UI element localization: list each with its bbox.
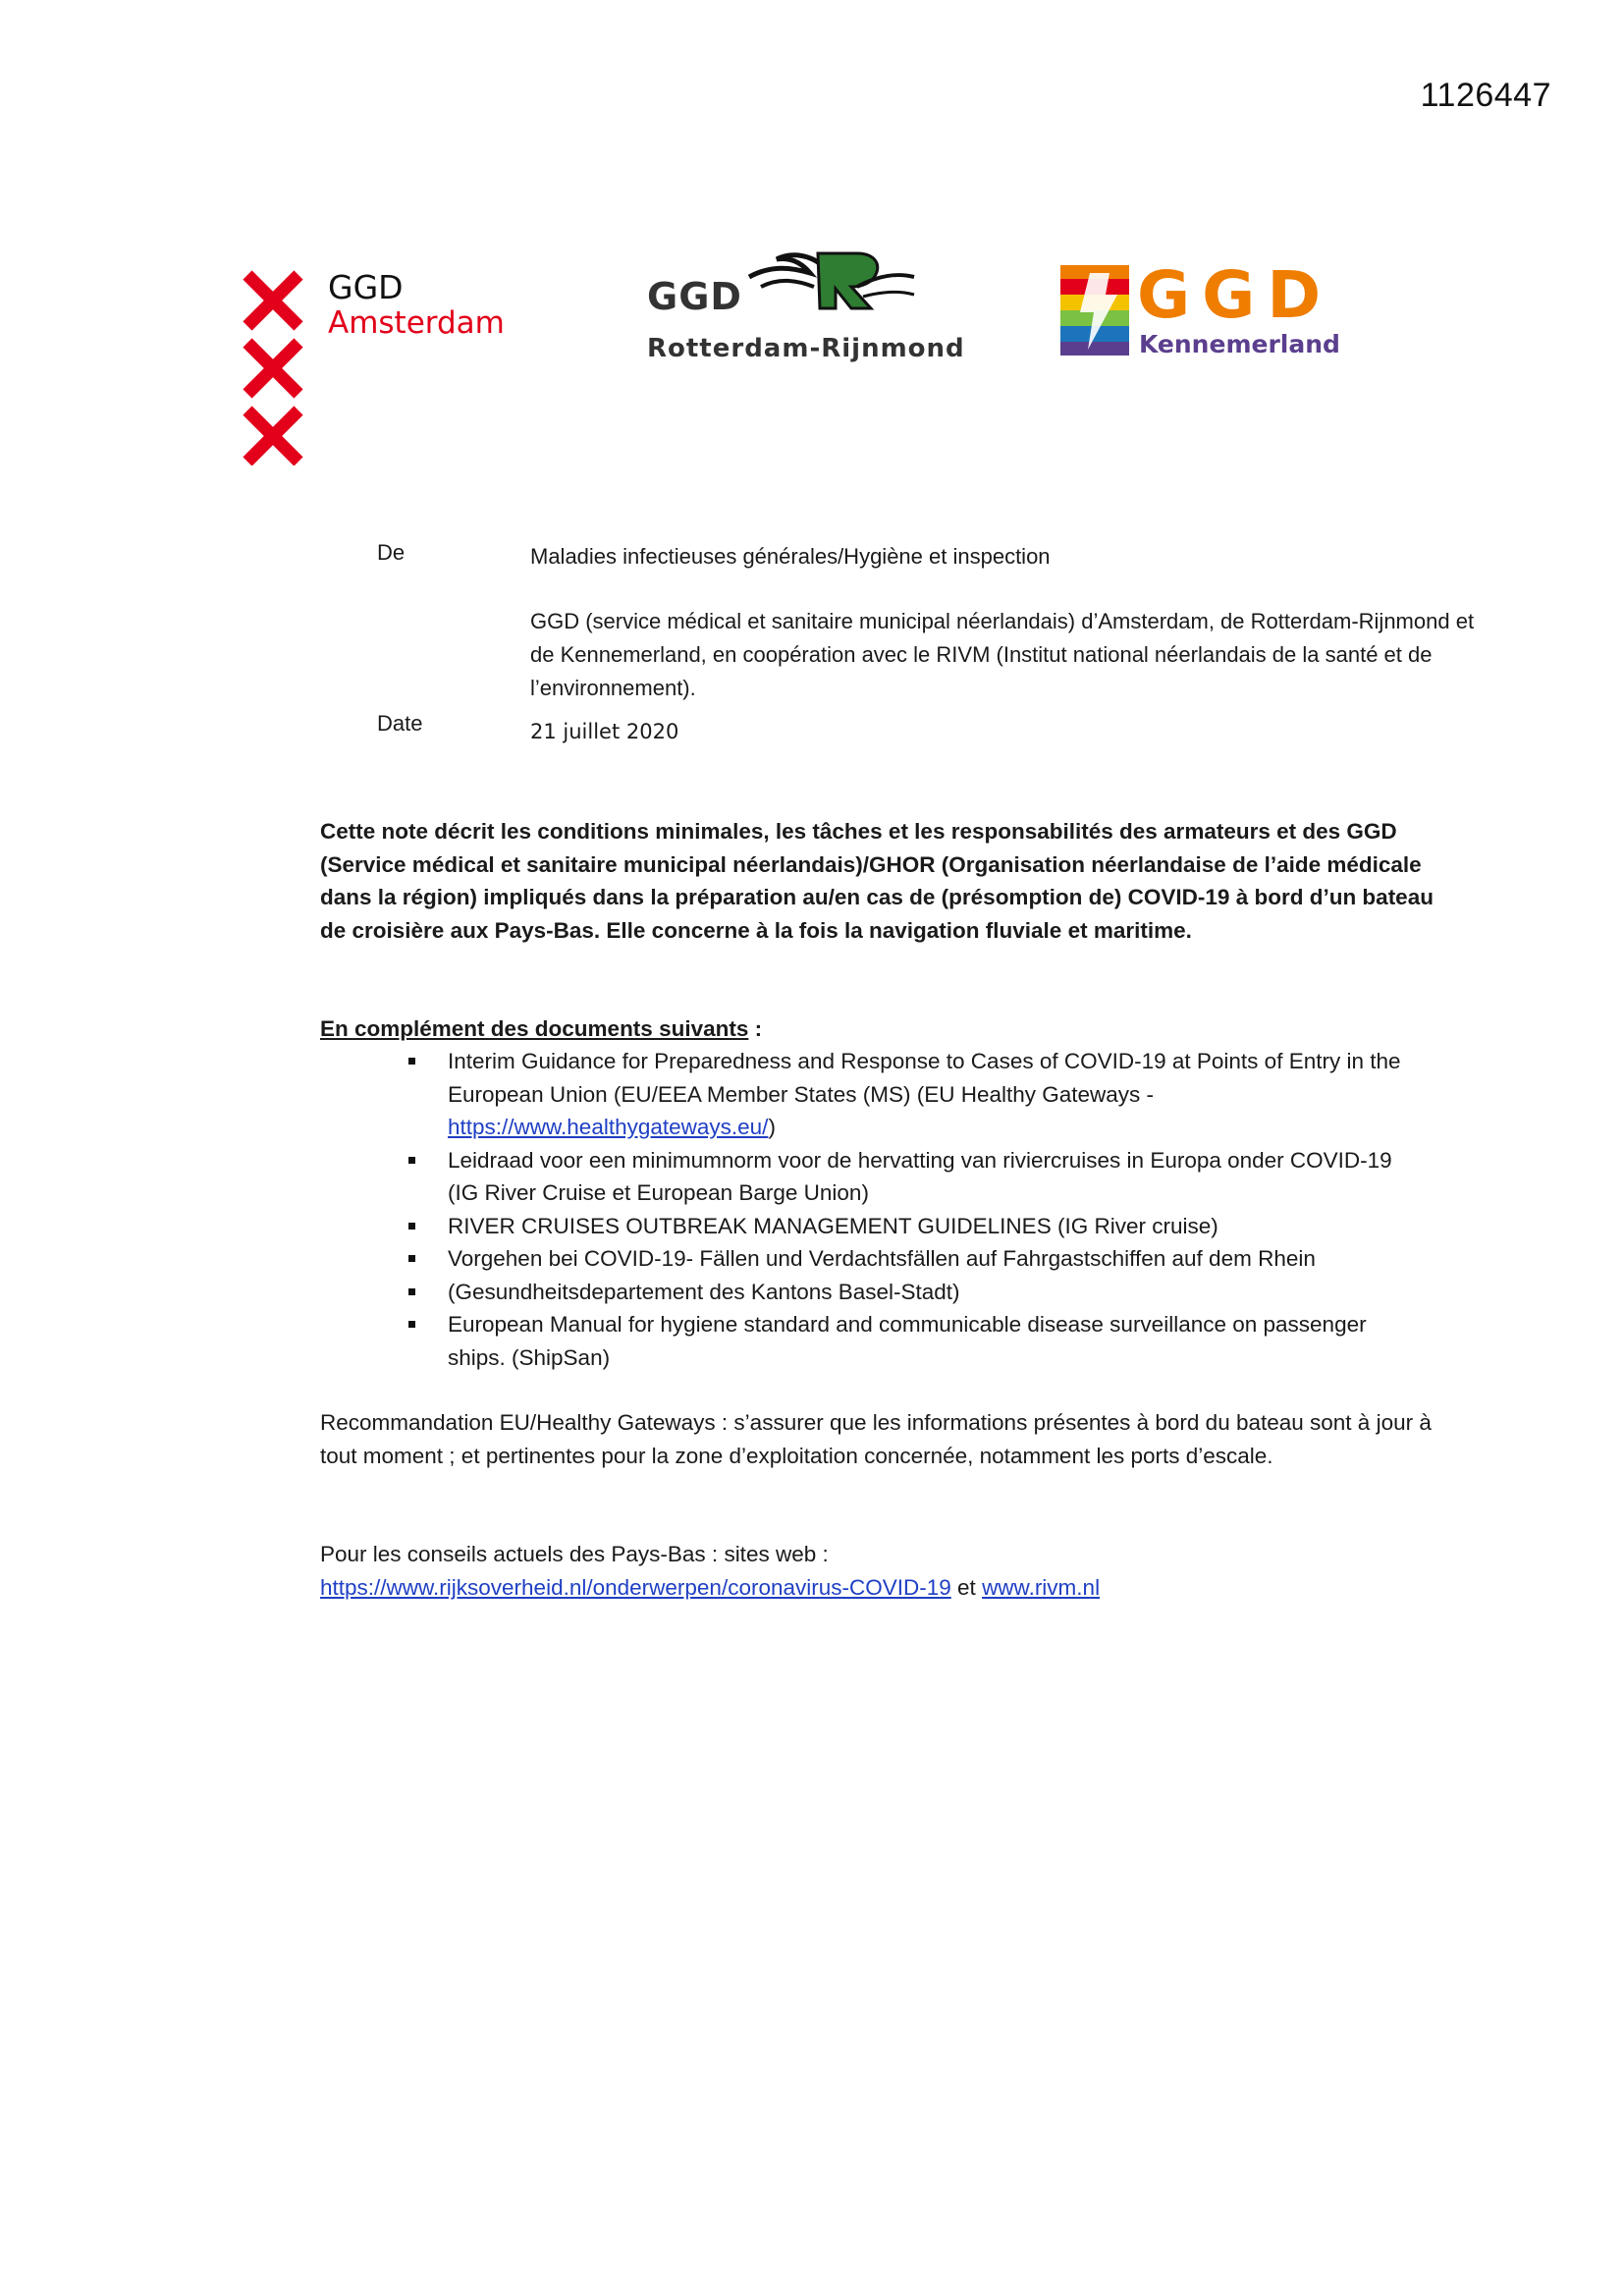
amsterdam-crosses-icon xyxy=(242,267,304,465)
from-organisations: GGD (service médical et sanitaire municipal néerlandais) d’Amsterdam, de Rotterdam-Rijnmond et de Kennemerland, en coopération avec le RIVM (Institut national néerlandais de la santé et de l’environnement). xyxy=(530,609,1475,700)
amsterdam-logo-ggd: GGD xyxy=(328,268,404,306)
rotterdam-r-mark-icon xyxy=(741,247,918,316)
ggd-kennemerland-logo xyxy=(1060,257,1355,363)
from-label: De xyxy=(377,540,406,565)
advice-connector: et xyxy=(950,1574,983,1600)
list-item xyxy=(405,1276,1426,1309)
list-item-suffix: ) xyxy=(768,1115,776,1139)
rotterdam-logo-ggd: GGD xyxy=(647,275,742,318)
complement-heading xyxy=(320,1012,1439,1046)
ggd-amsterdam-logo xyxy=(242,267,536,473)
intro-paragraph: Cette note décrit les conditions minimales, les tâches et les responsabilités des armateurs et des GGD (Service médical et sanitaire municipal néerlandais)/GHOR (Organisation néerlandaise de l’aide médicale dans la région) impliqués dans la préparation au/en cas de (présomption de) COVID-19 à bord d’un bateau de croisière aux Pays-Bas. Elle concerne à la fois la navigation fluviale et maritime. xyxy=(320,819,1434,943)
healthy-gateways-link[interactable]: https://www.healthygateways.eu/ xyxy=(448,1115,769,1139)
complement-heading-suffix: : xyxy=(748,1016,763,1041)
advice-intro: Pour les conseils actuels des Pays-Bas : sites web : xyxy=(320,1542,829,1566)
recommendation-paragraph: Recommandation EU/Healthy Gateways : s’assurer que les informations présentes à bord du bateau sont à jour à tout moment ; et pertinentes pour la zone d’exploitation concernée, notamment les ports d’escale. xyxy=(320,1410,1432,1468)
rotterdam-logo-region: Rotterdam-Rijnmond xyxy=(647,334,965,363)
rijksoverheid-link[interactable]: https://www.rijksoverheid.nl/onderwerpen/coronavirus-COVID-19 xyxy=(320,1574,951,1600)
list-item-text: RIVER CRUISES OUTBREAK MANAGEMENT GUIDELINES (IG River cruise) xyxy=(448,1213,1218,1238)
date-value: 21 juillet 2020 xyxy=(530,720,679,743)
list-item xyxy=(405,1210,1426,1243)
from-department: Maladies infectieuses générales/Hygiène et inspection xyxy=(530,544,1051,569)
rivm-link[interactable]: www.rivm.nl xyxy=(982,1574,1101,1600)
ggd-rotterdam-logo xyxy=(643,247,965,375)
kennemerland-logo-ggd: GGD xyxy=(1137,257,1333,333)
date-label: Date xyxy=(377,711,423,736)
list-item-text: Leidraad voor een minimumnorm voor de hervatting van riviercruises in Europa onder COVID-19 (IG River Cruise et European Barge Union) xyxy=(448,1147,1392,1205)
document-id: 1126447 xyxy=(1420,77,1551,114)
list-item-text: Vorgehen bei COVID-19- Fällen und Verdachtsfällen auf Fahrgastschiffen auf dem Rhein xyxy=(448,1246,1316,1271)
list-item-text: European Manual for hygiene standard and communicable disease surveillance on passenger ships. (ShipSan) xyxy=(448,1312,1367,1370)
kennemerland-logo-region: Kennemerland xyxy=(1139,330,1340,358)
list-item xyxy=(405,1308,1426,1374)
list-item xyxy=(405,1242,1426,1276)
kennemerland-flag-icon xyxy=(1060,265,1129,355)
reference-document-list xyxy=(405,1045,1426,1374)
advice-paragraph xyxy=(320,1538,1439,1604)
complement-heading-text: En complément des documents suivants xyxy=(320,1016,749,1041)
list-item-text: Interim Guidance for Preparedness and Response to Cases of COVID-19 at Points of Entry in the European Union (EU/EEA Member States (MS) (EU Healthy Gateways - xyxy=(448,1049,1401,1107)
list-item-text: (Gesundheitsdepartement des Kantons Basel-Stadt) xyxy=(448,1279,960,1304)
list-item xyxy=(405,1144,1426,1210)
amsterdam-logo-city: Amsterdam xyxy=(328,304,505,341)
list-item xyxy=(405,1045,1426,1144)
